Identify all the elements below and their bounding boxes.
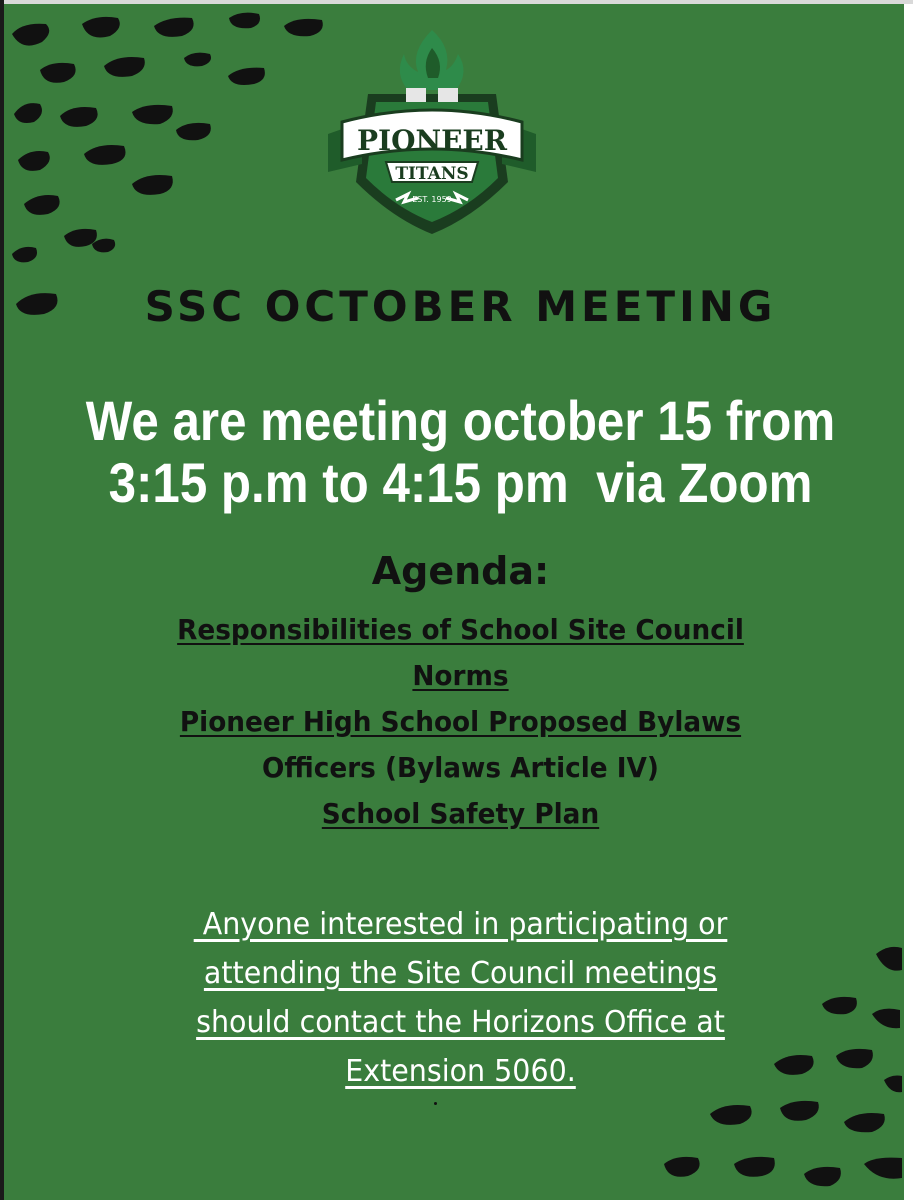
- logo-name-bottom: TITANS: [395, 164, 469, 184]
- agenda-item: Norms: [412, 659, 509, 692]
- note-line-2: attending the Site Council meetings: [203, 956, 718, 991]
- note-line-3: should contact the Horizons Office at: [196, 1005, 725, 1040]
- flyer: [4, 4, 904, 1200]
- logo-established: EST. 1959: [412, 195, 452, 204]
- agenda-item: Pioneer High School Proposed Bylaws: [179, 705, 742, 738]
- headline-line-1: We are meeting october 15 from: [85, 389, 836, 452]
- agenda-item: Responsibilities of School Site Council: [177, 613, 744, 646]
- meeting-headline: [76, 390, 844, 514]
- note-line-4: Extension 5060.: [345, 1054, 576, 1089]
- shield-logo-icon: [322, 22, 542, 242]
- agenda-item: School Safety Plan: [321, 797, 600, 830]
- pioneer-titans-logo: [322, 22, 542, 242]
- agenda-list: [4, 607, 904, 837]
- agenda-heading: Agenda:: [371, 549, 550, 593]
- headline-line-2: 3:15 p.m to 4:15 pm via Zoom: [108, 451, 813, 514]
- page-title: SSC OCTOBER MEETING: [144, 282, 777, 331]
- note-line-1: Anyone interested in participating or: [193, 907, 728, 942]
- logo-name-top: PIONEER: [356, 124, 508, 157]
- contact-note: [122, 900, 799, 1096]
- agenda-item: Officers (Bylaws Article IV): [262, 751, 659, 784]
- stray-dot: [434, 1102, 437, 1105]
